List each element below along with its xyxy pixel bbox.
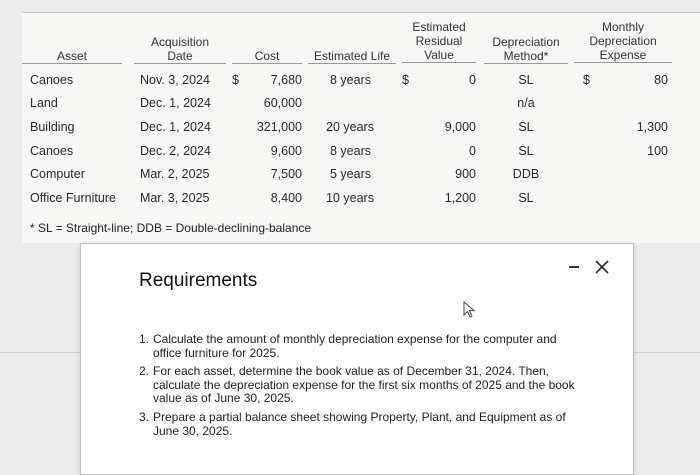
row-asset: Canoes	[30, 73, 74, 87]
requirement-number: 2.	[139, 364, 150, 379]
row-expense: 100	[647, 144, 668, 158]
close-button[interactable]	[591, 256, 613, 278]
requirement-item	[139, 333, 579, 360]
row-date: Mar. 3, 2025	[140, 191, 210, 205]
requirement-item	[139, 411, 579, 438]
row-date: Dec. 2, 2024	[140, 144, 211, 158]
background-divider	[0, 352, 80, 353]
header-acq-line2: Date	[167, 49, 193, 63]
row-cost: 7,500	[270, 167, 302, 181]
row-cost: 8,400	[270, 191, 302, 205]
header-residual-line3: Value	[424, 48, 454, 62]
background-divider	[632, 352, 700, 353]
row-cost: 9,600	[270, 144, 302, 158]
row-life: 8 years	[330, 144, 371, 158]
row-asset: Land	[30, 96, 58, 110]
header-life-text: Estimated Life	[313, 49, 391, 63]
method-footnote: * SL = Straight-line; DDB = Double-declining-balance	[30, 221, 312, 235]
row-cost: 7,680	[270, 73, 302, 87]
header-residual-line2: Residual	[415, 34, 463, 48]
header-residual-line1: Estimated	[412, 20, 466, 34]
row-asset: Building	[30, 120, 75, 134]
row-life: 10 years	[326, 191, 374, 205]
row-method: SL	[518, 191, 534, 205]
header-asset-text: Asset	[56, 49, 87, 63]
row-expense: 1,300	[636, 120, 668, 134]
header-monthly-line3: Expense	[599, 48, 647, 62]
close-icon	[591, 256, 613, 278]
header-monthly-line1: Monthly	[601, 20, 645, 34]
minimize-button[interactable]	[565, 256, 587, 278]
dialog-title: Requirements	[139, 270, 258, 291]
row-residual: 900	[455, 167, 476, 181]
row-date: Mar. 2, 2025	[140, 167, 210, 181]
row-residual: 0	[469, 73, 476, 87]
requirement-text: For each asset, determine the book value as of December 31, 2024. Then, calculate the depreciation expense for the first six months of 2025 and the book value as of June 30, 2025.	[153, 364, 575, 406]
requirements-list	[139, 333, 579, 443]
header-cost	[232, 49, 302, 64]
row-date: Nov. 3, 2024	[140, 73, 210, 87]
header-asset	[22, 49, 122, 64]
header-residual	[402, 20, 476, 63]
row-expense: 80	[654, 73, 668, 87]
header-acq-date	[134, 35, 226, 64]
mouse-pointer-icon	[463, 301, 477, 319]
header-acq-line1: Acquisition	[150, 35, 210, 49]
row-method: SL	[518, 144, 534, 158]
requirement-text: Calculate the amount of monthly depreciation expense for the computer and office furniture for 2025.	[153, 332, 557, 360]
row-cost: 60,000	[263, 96, 302, 110]
header-method	[484, 35, 568, 64]
requirements-dialog	[80, 243, 634, 475]
row-asset: Office Furniture	[30, 191, 116, 205]
row-life: 5 years	[330, 167, 371, 181]
row-residual: 9,000	[444, 120, 476, 134]
requirement-text: Prepare a partial balance sheet showing Property, Plant, and Equipment as of June 30, 2025.	[153, 409, 566, 438]
header-method-line2: Method*	[503, 49, 549, 63]
row-method: DDB	[512, 167, 540, 181]
minimize-icon	[569, 266, 579, 268]
row-method: SL	[518, 120, 534, 134]
row-residual-symbol: $	[402, 73, 409, 87]
row-residual: 0	[469, 144, 476, 158]
row-asset: Computer	[30, 167, 85, 181]
header-monthly-line2: Depreciation	[589, 34, 657, 48]
row-asset: Canoes	[30, 144, 74, 158]
header-life	[308, 49, 396, 64]
asset-table	[22, 12, 700, 243]
requirement-number: 3.	[139, 409, 150, 424]
row-cost-symbol: $	[232, 73, 239, 87]
row-method: n/a	[517, 96, 535, 110]
requirement-item	[139, 365, 579, 406]
row-date: Dec. 1, 2024	[140, 96, 211, 110]
row-method: SL	[518, 73, 534, 87]
header-cost-text: Cost	[254, 49, 280, 63]
row-cost: 321,000	[256, 120, 302, 134]
row-life: 8 years	[330, 73, 371, 87]
row-date: Dec. 1, 2024	[140, 120, 211, 134]
requirement-number: 1.	[139, 332, 150, 346]
header-method-line1: Depreciation	[492, 35, 560, 49]
row-life: 20 years	[326, 120, 374, 134]
row-residual: 1,200	[444, 191, 476, 205]
row-expense-symbol: $	[583, 73, 590, 87]
header-monthly	[574, 20, 672, 63]
